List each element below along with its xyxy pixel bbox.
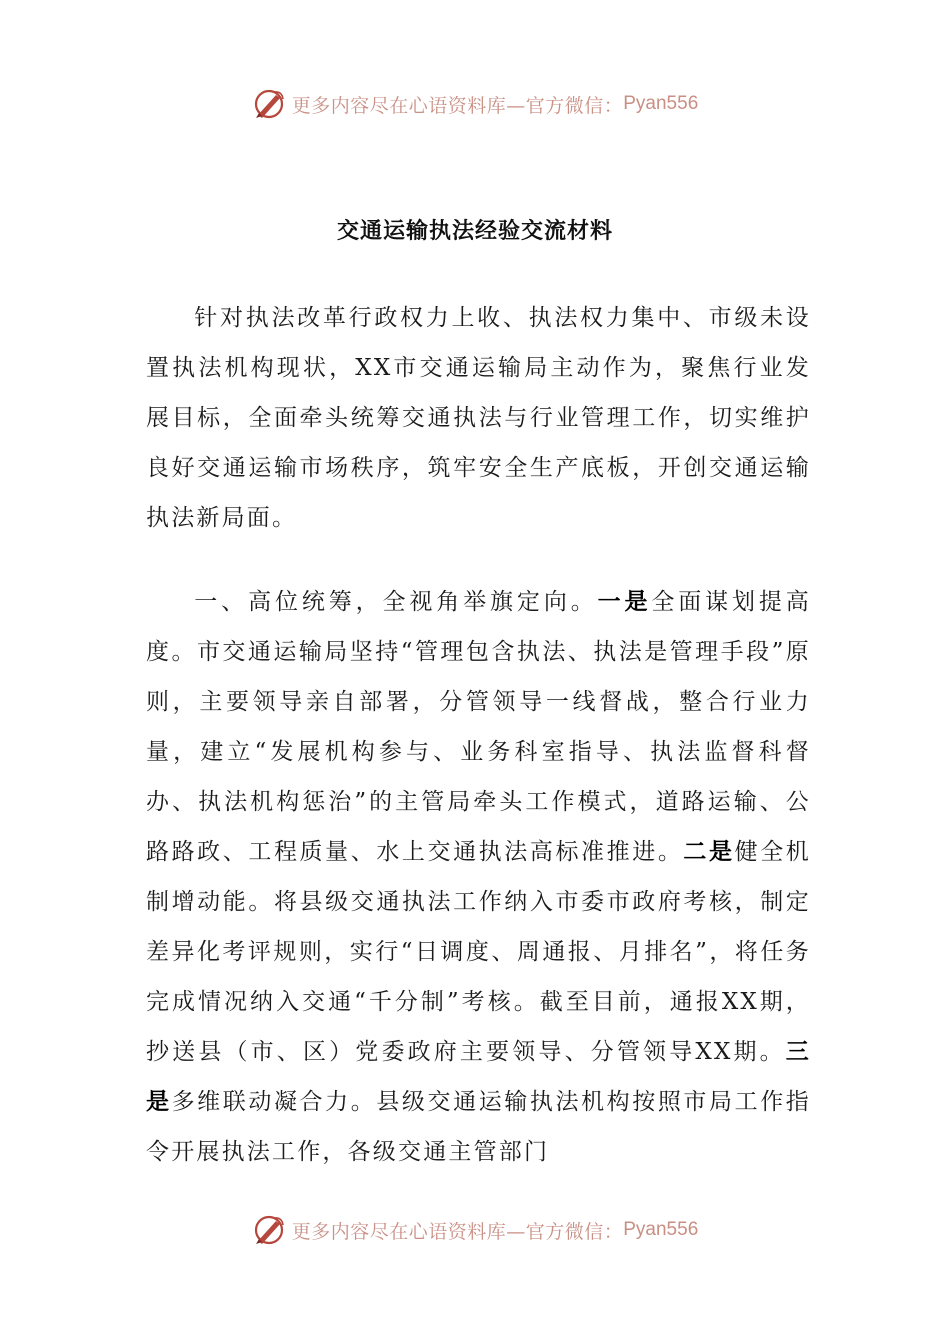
pen-circle-logo-icon xyxy=(252,87,286,121)
watermark-text: 更多内容尽在心语资料库—官方微信： xyxy=(291,94,624,117)
point-three-text: 多维联动凝合力。县级交通运输执法机构按照市局工作指令开展执法工作，各级交通主管部门 xyxy=(146,1089,811,1165)
section-one-paragraph xyxy=(146,577,811,1177)
point-two-text: 健全机制增动能。将县级交通执法工作纳入市委市政府考核，制定差异化考评规则，实行“日调度、周通报、月排名”，将任务完成情况纳入交通“千分制”考核。截至目前，通报XX期，抄送县（市、区）党委政府主要领导、分管领导XX期。 xyxy=(146,839,811,1065)
watermark-banner-bottom xyxy=(0,1208,950,1252)
watermark-banner-top xyxy=(0,82,950,126)
document-title: 交通运输执法经验交流材料 xyxy=(336,218,613,244)
point-one-text: 全面谋划提高度。市交通运输局坚持“管理包含执法、执法是管理手段”原则，主要领导亲自部署，分管领导一线督战，整合行业力量，建立“发展机构参与、业务科室指导、执法监督科督办、执法机构惩治”的主管局牵头工作模式，道路运输、公路路政、工程质量、水上交通执法高标准推进。 xyxy=(146,589,812,865)
point-one-label: 一是 xyxy=(597,588,652,615)
point-two-label: 二是 xyxy=(683,838,735,865)
point-three-label: 三是 xyxy=(146,1038,811,1115)
pen-circle-logo-icon xyxy=(252,1213,286,1247)
intro-paragraph: 针对执法改革行政权力上收、执法权力集中、市级未设置执法机构现状，XX市交通运输局主动作为，聚焦行业发展目标，全面牵头统筹交通执法与行业管理工作，切实维护良好交通运输市场秩序，筑牢安全生产底板，开创交通运输执法新局面。 xyxy=(146,305,811,531)
watermark-wechat-id: Pyan556 xyxy=(623,93,699,114)
watermark-text: 更多内容尽在心语资料库—官方微信： xyxy=(291,1220,624,1243)
section-one-heading: 一、高位统筹，全视角举旗定向。 xyxy=(194,589,598,615)
watermark-wechat-id: Pyan556 xyxy=(623,1219,699,1240)
